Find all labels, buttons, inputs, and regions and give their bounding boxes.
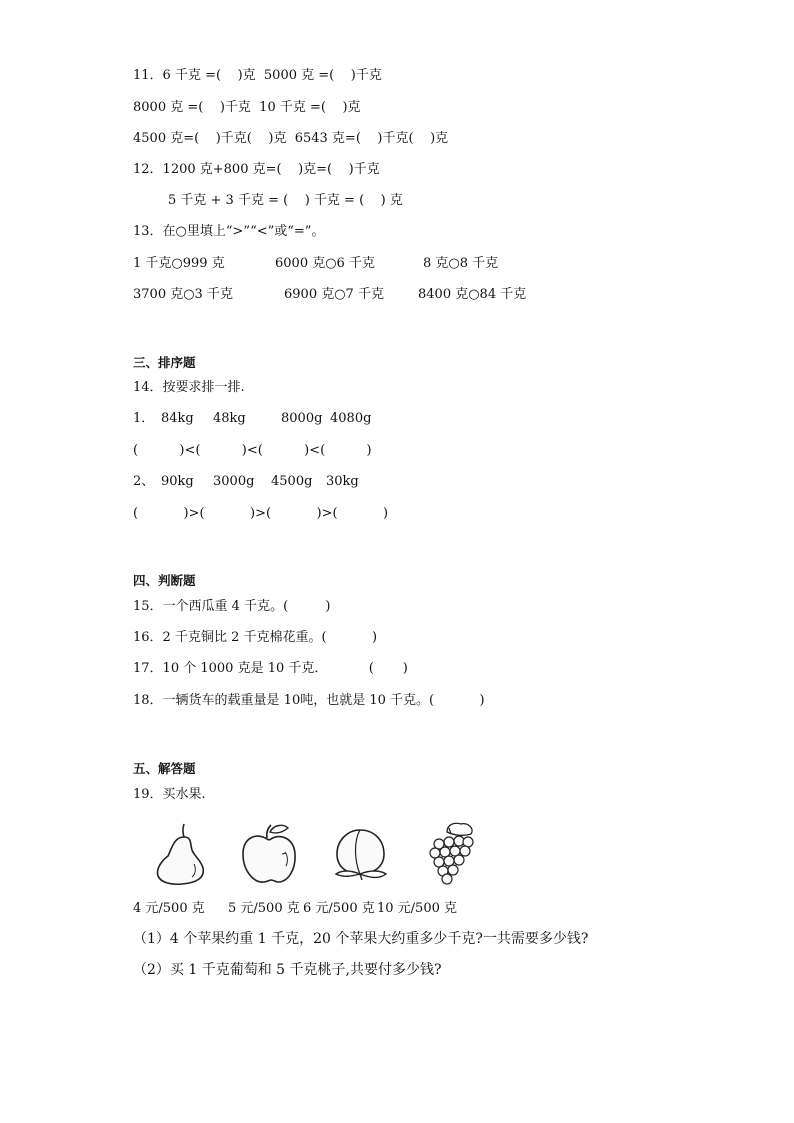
q13-item: 8400 克○84 千克 — [418, 287, 527, 302]
q11-line1: 11．6 千克 =( )克 5000 克 =( )千克 — [133, 68, 382, 83]
peach-icon — [330, 822, 392, 884]
q14-sub1-item: 4080g — [330, 411, 372, 426]
q14-sub2-order: ( )>( )>( )>( ) — [133, 506, 389, 521]
q14-sub1-item: 84kg — [161, 411, 194, 426]
price-pear: 4 元/500 克 — [133, 901, 205, 916]
q14-sub1-item: 8000g — [281, 411, 323, 426]
q13-title: 13．在○里填上“>”“<”或“=”。 — [133, 224, 325, 239]
pear-icon — [150, 820, 210, 886]
section-heading-judgement: 四、判断题 — [133, 573, 196, 588]
q14-title: 14．按要求排一排. — [133, 380, 245, 395]
q19-sub2: （2）买 1 千克葡萄和 5 千克桃子,共要付多少钱? — [133, 962, 442, 978]
q18: 18．一辆货车的载重量是 10吨，也就是 10 千克。( ) — [133, 693, 485, 708]
q14-sub1-item: 48kg — [213, 411, 246, 426]
q16: 16．2 千克铜比 2 千克棉花重。( ) — [133, 630, 378, 645]
q15: 15．一个西瓜重 4 千克。( ) — [133, 599, 331, 614]
q13-item: 3700 克○3 千克 — [133, 287, 233, 302]
q14-sub2-item: 3000g — [213, 474, 255, 489]
price-apple: 5 元/500 克 — [228, 901, 300, 916]
apple-icon — [240, 822, 298, 886]
q13-item: 6000 克○6 千克 — [275, 256, 375, 271]
section-heading-answers: 五、解答题 — [133, 761, 196, 776]
q11-line3: 4500 克=( )千克( )克 6543 克=( )千克( )克 — [133, 131, 449, 146]
price-grapes: 10 元/500 克 — [377, 901, 457, 916]
q14-sub1-order: ( )<( )<( )<( ) — [133, 443, 372, 458]
q19-title: 19．买水果. — [133, 787, 206, 802]
q12-line1: 12．1200 克+800 克=( )克=( )千克 — [133, 162, 380, 177]
q13-item: 1 千克○999 克 — [133, 256, 225, 271]
q13-item: 6900 克○7 千克 — [284, 287, 384, 302]
q14-sub1-label: 1． — [133, 411, 155, 426]
q14-sub2-item: 30kg — [326, 474, 359, 489]
q14-sub2-label: 2、 — [133, 474, 155, 489]
q19-sub1: （1）4 个苹果约重 1 千克，20 个苹果大约重多少千克?一共需要多少钱? — [133, 931, 589, 947]
q14-sub2-item: 4500g — [271, 474, 313, 489]
price-peach: 6 元/500 克 — [303, 901, 375, 916]
q12-line2: 5 千克 + 3 千克 = ( ) 千克 = ( ) 克 — [168, 193, 403, 208]
q13-item: 8 克○8 千克 — [423, 256, 499, 271]
q14-sub2-item: 90kg — [161, 474, 194, 489]
q17: 17．10 个 1000 克是 10 千克． ( ) — [133, 661, 408, 676]
grapes-icon — [425, 820, 479, 886]
q11-line2: 8000 克 =( )千克 10 千克 =( )克 — [133, 100, 361, 115]
section-heading-sorting: 三、排序题 — [133, 355, 196, 370]
